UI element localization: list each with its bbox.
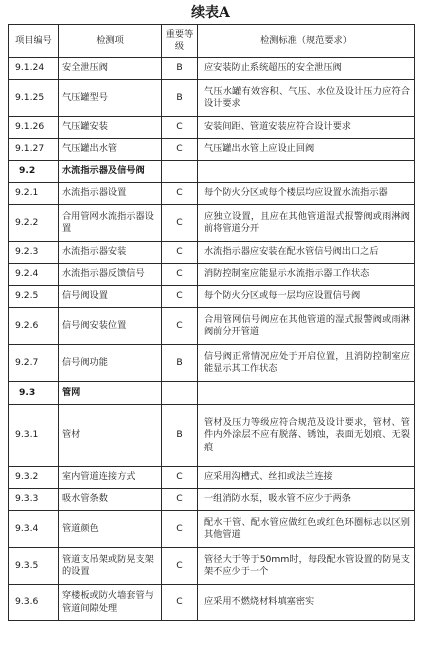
- inspection-standard-cell: 应独立设置，且应在其他管道湿式报警阀或雨淋阀前将管道分开: [198, 205, 415, 242]
- item-number-cell: 9.2: [9, 161, 59, 183]
- table-row: [9, 405, 415, 467]
- inspection-item-cell: 信号阀功能: [59, 345, 162, 382]
- importance-grade-cell: C: [162, 139, 198, 161]
- item-number-cell: 9.2.3: [9, 242, 59, 264]
- inspection-standard-cell: 配水干管、配水管应做红色或红色环圈标志以区别其他管道: [198, 511, 415, 548]
- item-number-cell: 9.3.3: [9, 489, 59, 511]
- inspection-standard-cell: 应采用沟槽式、丝扣或法兰连接: [198, 467, 415, 489]
- table-row: [9, 511, 415, 548]
- importance-grade-cell: C: [162, 548, 198, 585]
- item-number-cell: 9.3: [9, 382, 59, 405]
- inspection-table: [8, 24, 415, 621]
- table-row: [9, 117, 415, 139]
- inspection-standard-cell: 气压水罐有效容积、气压、水位及设计压力应符合设计要求: [198, 80, 415, 117]
- table-row: [9, 489, 415, 511]
- inspection-standard-cell: 水流指示器应安装在配水管信号阀出口之后: [198, 242, 415, 264]
- item-number-cell: 9.2.4: [9, 264, 59, 286]
- table-row: [9, 308, 415, 345]
- table-row: [9, 183, 415, 205]
- inspection-item-cell: 水流指示器反馈信号: [59, 264, 162, 286]
- importance-grade-cell: C: [162, 489, 198, 511]
- inspection-item-cell: 安全泄压阀: [59, 58, 162, 80]
- importance-grade-cell: [162, 382, 198, 405]
- inspection-standard-cell: 管径大于等于50mm时，每段配水管设置的防晃支架不应少于一个: [198, 548, 415, 585]
- table-row: [9, 585, 415, 621]
- inspection-item-cell: 信号阀设置: [59, 286, 162, 308]
- table-row: [9, 345, 415, 382]
- header-importance-grade: 重要等级: [162, 25, 198, 58]
- importance-grade-cell: B: [162, 345, 198, 382]
- item-number-cell: 9.2.6: [9, 308, 59, 345]
- inspection-item-cell: 气压罐出水管: [59, 139, 162, 161]
- table-row: [9, 467, 415, 489]
- inspection-standard-cell: 消防控制室应能显示水流指示器工作状态: [198, 264, 415, 286]
- item-number-cell: 9.1.26: [9, 117, 59, 139]
- importance-grade-cell: C: [162, 585, 198, 621]
- importance-grade-cell: B: [162, 58, 198, 80]
- importance-grade-cell: C: [162, 205, 198, 242]
- item-number-cell: 9.3.5: [9, 548, 59, 585]
- importance-grade-cell: C: [162, 467, 198, 489]
- item-number-cell: 9.3.4: [9, 511, 59, 548]
- page-title: 续表A: [191, 5, 230, 21]
- table-row: [9, 80, 415, 117]
- item-number-cell: 9.1.25: [9, 80, 59, 117]
- inspection-standard-cell: 应采用不燃烧材料填塞密实: [198, 585, 415, 621]
- inspection-standard-cell: 每个防火分区或每个楼层均应设置水流指示器: [198, 183, 415, 205]
- item-number-cell: 9.3.2: [9, 467, 59, 489]
- inspection-item-cell: 穿楼板或防火墙套管与管道间隙处理: [59, 585, 162, 621]
- table-row: [9, 264, 415, 286]
- inspection-item-cell: 合用管网水流指示器设置: [59, 205, 162, 242]
- importance-grade-cell: C: [162, 511, 198, 548]
- inspection-item-cell: 水流指示器设置: [59, 183, 162, 205]
- inspection-item-cell: 管网: [59, 382, 162, 405]
- table-row: [9, 205, 415, 242]
- inspection-item-cell: 气压罐型号: [59, 80, 162, 117]
- importance-grade-cell: C: [162, 308, 198, 345]
- item-number-cell: 9.2.5: [9, 286, 59, 308]
- inspection-item-cell: 信号阀安装位置: [59, 308, 162, 345]
- inspection-standard-cell: [198, 161, 415, 183]
- importance-grade-cell: C: [162, 264, 198, 286]
- table-row: [9, 548, 415, 585]
- header-inspection-standard: 检测标准（规范要求）: [198, 25, 415, 58]
- item-number-cell: 9.2.7: [9, 345, 59, 382]
- inspection-standard-cell: 每个防火分区或每一层均应设置信号阀: [198, 286, 415, 308]
- header-item-number: 项目编号: [9, 25, 59, 58]
- inspection-standard-cell: 应安装防止系统超压的安全泄压阀: [198, 58, 415, 80]
- header-inspection-item: 检测项: [59, 25, 162, 58]
- inspection-standard-cell: 安装间距、管道安装应符合设计要求: [198, 117, 415, 139]
- inspection-item-cell: 水流指示器及信号阀: [59, 161, 162, 183]
- inspection-item-cell: 气压罐安装: [59, 117, 162, 139]
- importance-grade-cell: C: [162, 183, 198, 205]
- inspection-item-cell: 吸水管条数: [59, 489, 162, 511]
- item-number-cell: 9.3.6: [9, 585, 59, 621]
- table-row: [9, 139, 415, 161]
- importance-grade-cell: C: [162, 242, 198, 264]
- item-number-cell: 9.2.2: [9, 205, 59, 242]
- item-number-cell: 9.2.1: [9, 183, 59, 205]
- importance-grade-cell: C: [162, 286, 198, 308]
- table-body: [9, 58, 415, 621]
- inspection-item-cell: 管道支吊架或防晃支架的设置: [59, 548, 162, 585]
- inspection-item-cell: 水流指示器安装: [59, 242, 162, 264]
- inspection-standard-cell: [198, 382, 415, 405]
- table-row: [9, 58, 415, 80]
- table-row: [9, 286, 415, 308]
- importance-grade-cell: C: [162, 117, 198, 139]
- inspection-standard-cell: 一组消防水泵，吸水管不应少于两条: [198, 489, 415, 511]
- table-header-row: [9, 25, 415, 58]
- inspection-standard-cell: 信号阀正常情况应处于开启位置，且消防控制室应能显示其工作状态: [198, 345, 415, 382]
- inspection-item-cell: 管材: [59, 405, 162, 467]
- section-row: [9, 382, 415, 405]
- inspection-standard-cell: 合用管网信号阀应在其他管道的湿式报警阀或雨淋阀前分开管道: [198, 308, 415, 345]
- inspection-standard-cell: 气压罐出水管上应设止回阀: [198, 139, 415, 161]
- table-row: [9, 242, 415, 264]
- inspection-standard-cell: 管材及压力等级应符合规范及设计要求，管材、管件内外涂层不应有脱落、锈蚀，表面无划痕、无裂痕: [198, 405, 415, 467]
- importance-grade-cell: B: [162, 80, 198, 117]
- item-number-cell: 9.1.27: [9, 139, 59, 161]
- inspection-item-cell: 室内管道连接方式: [59, 467, 162, 489]
- inspection-item-cell: 管道颜色: [59, 511, 162, 548]
- importance-grade-cell: [162, 161, 198, 183]
- section-row: [9, 161, 415, 183]
- item-number-cell: 9.1.24: [9, 58, 59, 80]
- item-number-cell: 9.3.1: [9, 405, 59, 467]
- importance-grade-cell: B: [162, 405, 198, 467]
